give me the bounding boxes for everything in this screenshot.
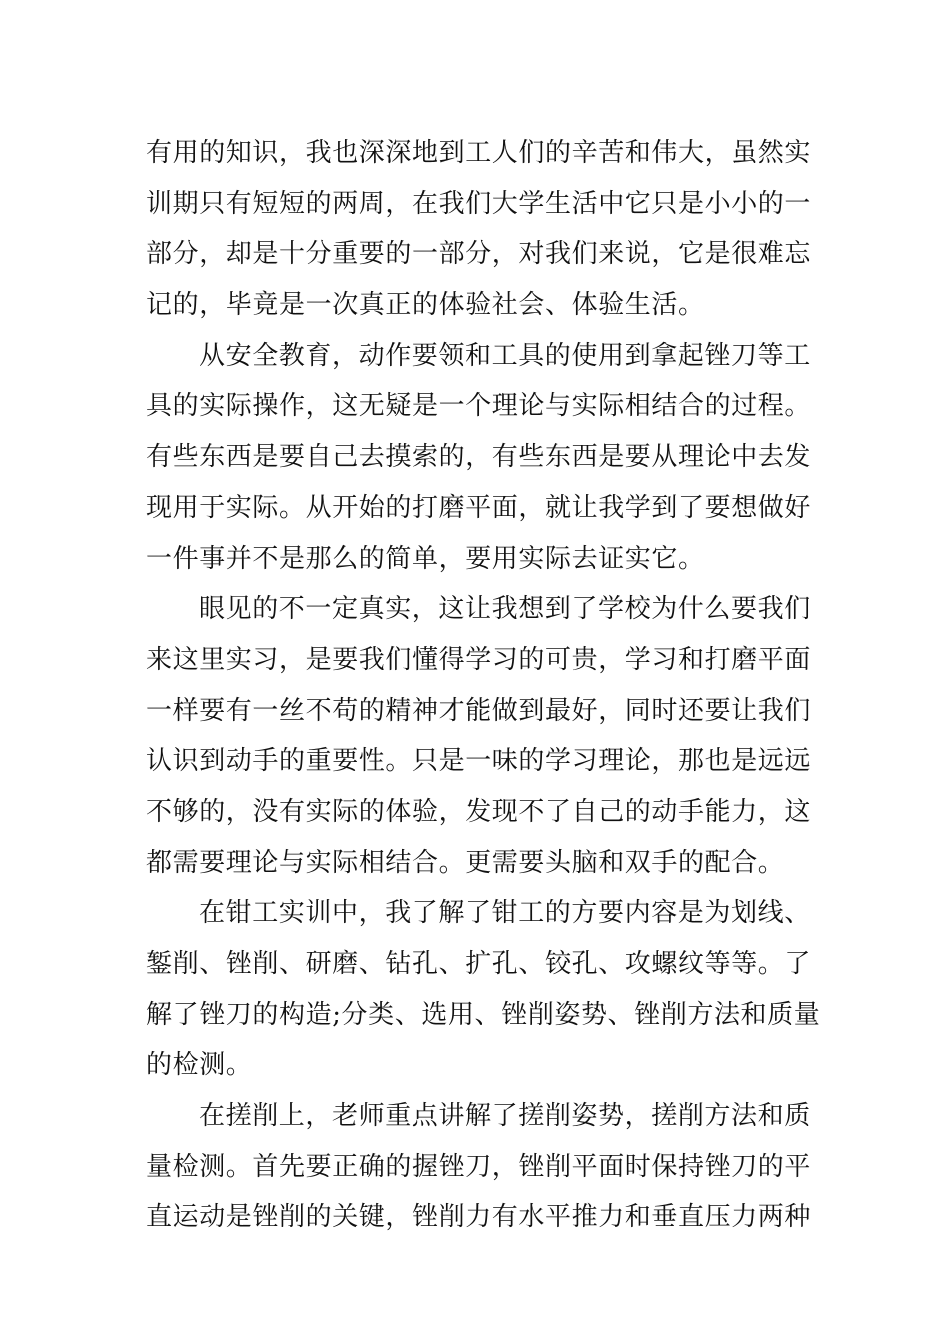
text-line: 认识到动手的重要性。只是一味的学习理论，那也是远远 (146, 746, 812, 777)
body-text (146, 128, 821, 1243)
text-line: 有些东西是要自己去摸索的，有些东西是要从理论中去发 (146, 442, 812, 473)
text-line: 一样要有一丝不苟的精神才能做到最好，同时还要让我们 (146, 695, 812, 726)
paragraph (146, 1091, 816, 1243)
text-line: 解了锉刀的构造;分类、选用、锉削姿势、锉削方法和质量 (146, 999, 821, 1030)
text-line: 眼见的不一定真实，这让我想到了学校为什么要我们 (199, 594, 811, 625)
text-line: 训期只有短短的两周，在我们大学生活中它只是小小的一 (146, 188, 812, 219)
paragraph (146, 128, 816, 331)
text-line: 记的，毕竟是一次真正的体验社会、体验生活。 (146, 290, 705, 321)
text-line: 具的实际操作，这无疑是一个理论与实际相结合的过程。 (146, 391, 812, 422)
paragraph (146, 888, 821, 1091)
text-line: 在钳工实训中，我了解了钳工的方要内容是为划线、 (199, 898, 811, 929)
text-line: 不够的，没有实际的体验，发现不了自己的动手能力，这 (146, 796, 812, 827)
text-line: 量检测。首先要正确的握锉刀，锉削平面时保持锉刀的平 (146, 1151, 812, 1182)
text-line: 从安全教育，动作要领和工具的使用到拿起锉刀等工 (199, 340, 811, 371)
text-line: 一件事并不是那么的简单，要用实际去证实它。 (146, 543, 705, 574)
text-line: 现用于实际。从开始的打磨平面，就让我学到了要想做好 (146, 492, 812, 523)
text-line: 有用的知识，我也深深地到工人们的辛苦和伟大，虽然实 (146, 138, 812, 168)
paragraph (146, 331, 816, 584)
text-line: 来这里实习，是要我们懂得学习的可贵，学习和打磨平面 (146, 644, 812, 675)
text-line: 直运动是锉削的关键，锉削力有水平推力和垂直压力两种 (146, 1202, 812, 1233)
text-line: 錾削、锉削、研磨、钻孔、扩孔、铰孔、攻螺纹等等。了 (146, 949, 812, 979)
text-line: 在搓削上，老师重点讲解了搓削姿势，搓削方法和质 (199, 1101, 811, 1132)
paragraph (146, 584, 816, 888)
text-line: 部分，却是十分重要的一部分，对我们来说，它是很难忘 (146, 239, 812, 270)
text-line: 的检测。 (146, 1050, 253, 1081)
text-line: 都需要理论与实际相结合。更需要头脑和双手的配合。 (146, 847, 785, 878)
